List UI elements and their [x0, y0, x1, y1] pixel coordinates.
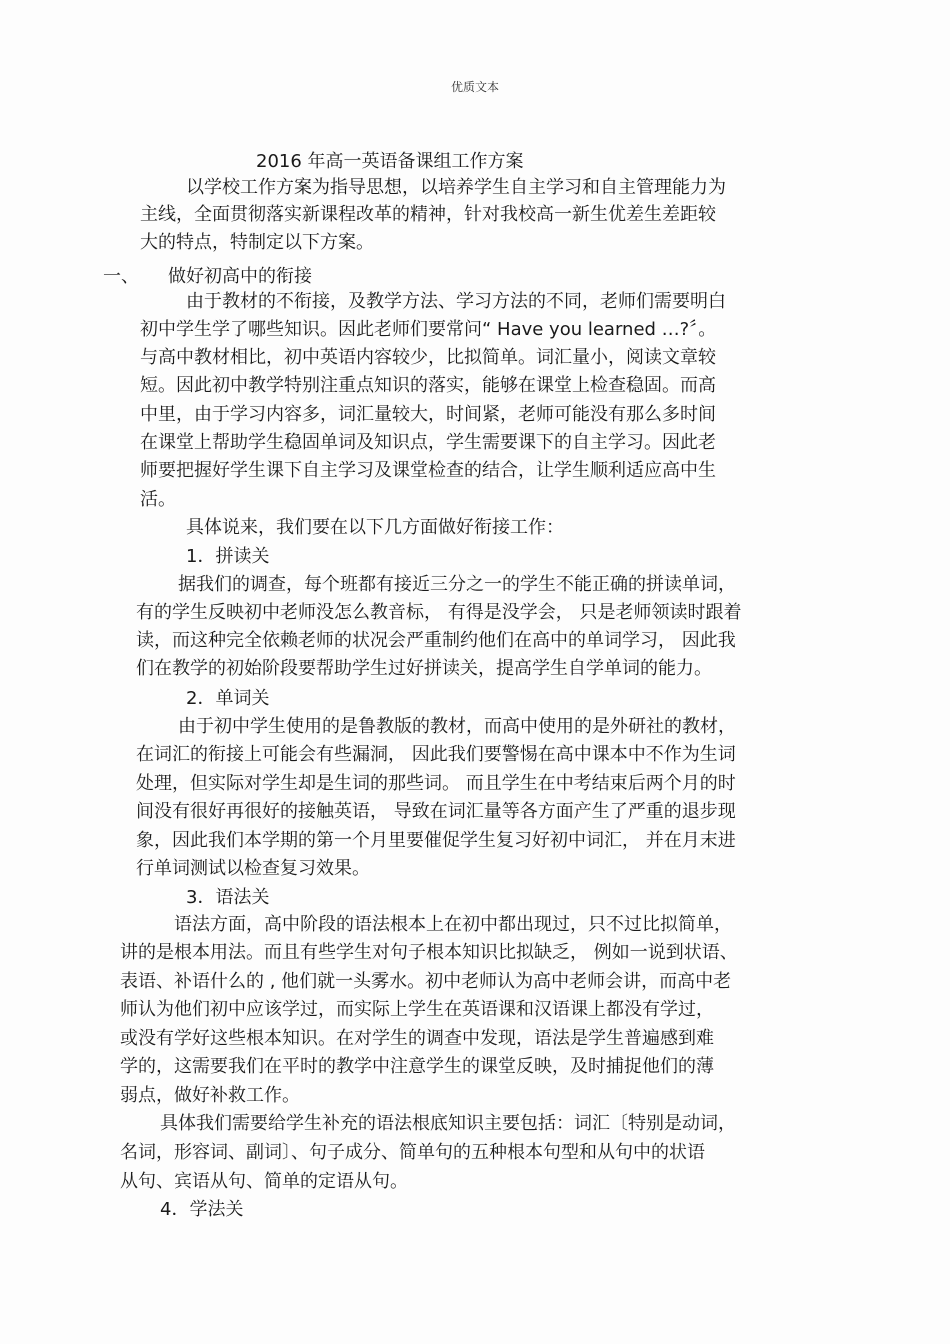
section-title: 做好初高中的衔接	[168, 266, 312, 287]
paragraph-line: 具体我们需要给学生补充的语法根底知识主要包括：词汇〔特别是动词，	[160, 1113, 736, 1134]
intro-line: 以学校工作方案为指导思想，以培养学生自主学习和自主管理能力为	[186, 177, 726, 198]
paragraph-line: 处理，但实际对学生却是生词的那些词。 而且学生在中考结束后两个月的时	[136, 773, 736, 794]
paragraph-line: 读，而这种完全依赖老师的状况会严重制约他们在高中的单词学习， 因此我	[136, 630, 736, 651]
paragraph-line: 与高中教材相比，初中英语内容较少，比拟简单。词汇量小，阅读文章较	[140, 347, 716, 368]
paragraph-line: 师要把握好学生课下自主学习及课堂检查的结合，让学生顺利适应高中生	[140, 460, 716, 481]
paragraph-line: 象，因此我们本学期的第一个月里要催促学生复习好初中词汇， 并在月末进	[136, 830, 736, 851]
paragraph-line: 表语、补语什么的 , 他们就一头雾水。初中老师认为高中老师会讲，而高中老	[120, 971, 732, 992]
paragraph-line: 从句、宾语从句、简单的定语从句。	[120, 1171, 408, 1192]
paragraph-line: 们在教学的初始阶段要帮助学生过好拼读关，提高学生自学单词的能力。	[136, 658, 712, 679]
document-title: 2016 年高一英语备课组工作方案	[256, 151, 524, 172]
section-number: 一、	[103, 266, 139, 287]
paragraph-line: 在课堂上帮助学生稳固单词及知识点，学生需要课下的自主学习。因此老	[140, 432, 716, 453]
paragraph-line: 据我们的调查，每个班都有接近三分之一的学生不能正确的拼读单词，	[178, 574, 736, 595]
intro-line: 主线，全面贯彻落实新课程改革的精神，针对我校高一新生优差生差距较	[140, 204, 716, 225]
paragraph-line: 学的，这需要我们在平时的教学中注意学生的课堂反映，及时捕捉他们的薄	[120, 1056, 714, 1077]
subsection-heading: 4．学法关	[160, 1199, 244, 1220]
paragraph-line: 间没有很好再很好的接触英语， 导致在词汇量等各方面产生了严重的退步现	[136, 801, 736, 822]
paragraph-line: 行单词测试以检查复习效果。	[136, 858, 370, 879]
paragraph-line: 由于初中学生使用的是鲁教版的教材，而高中使用的是外研社的教材，	[178, 716, 736, 737]
paragraph-line: 活。	[140, 489, 176, 510]
paragraph-line: 在词汇的衔接上可能会有些漏洞， 因此我们要警惕在高中课本中不作为生词	[136, 744, 736, 765]
page-header: 优质文本	[450, 80, 499, 94]
paragraph-line: 师认为他们初中应该学过，而实际上学生在英语课和汉语课上都没有学过，	[120, 999, 714, 1020]
paragraph-line: 名词，形容词、副词〕、句子成分、简单句的五种根本句型和从句中的状语	[120, 1142, 705, 1163]
paragraph-line: 语法方面，高中阶段的语法根本上在初中都出现过，只不过比拟简单，	[174, 914, 732, 935]
paragraph-line: 中里，由于学习内容多，词汇量较大，时间紧，老师可能没有那么多时间	[140, 404, 716, 425]
paragraph-line: 短。因此初中教学特别注重点知识的落实，能够在课堂上检查稳固。而高	[140, 375, 716, 396]
paragraph-line: 由于教材的不衔接，及教学方法、学习方法的不同，老师们需要明白	[186, 291, 726, 312]
paragraph-line: 初中学生学了哪些知识。因此老师们要常问“ Have you learned …?〞。	[140, 319, 717, 340]
intro-line: 大的特点，特制定以下方案。	[140, 232, 374, 253]
paragraph-line: 有的学生反映初中老师没怎么教音标， 有得是没学会， 只是老师领读时跟着	[136, 602, 742, 623]
subsection-heading: 3．语法关	[186, 887, 270, 908]
subsection-heading: 2．单词关	[186, 688, 270, 709]
paragraph-line: 具体说来，我们要在以下几方面做好衔接工作：	[186, 517, 564, 538]
paragraph-line: 弱点，做好补救工作。	[120, 1085, 300, 1106]
paragraph-line: 或没有学好这些根本知识。在对学生的调查中发现，语法是学生普遍感到难	[120, 1028, 714, 1049]
subsection-heading: 1．拼读关	[186, 546, 270, 567]
paragraph-line: 讲的是根本用法。而且有些学生对句子根本知识比拟缺乏， 例如一说到状语、	[120, 942, 738, 963]
